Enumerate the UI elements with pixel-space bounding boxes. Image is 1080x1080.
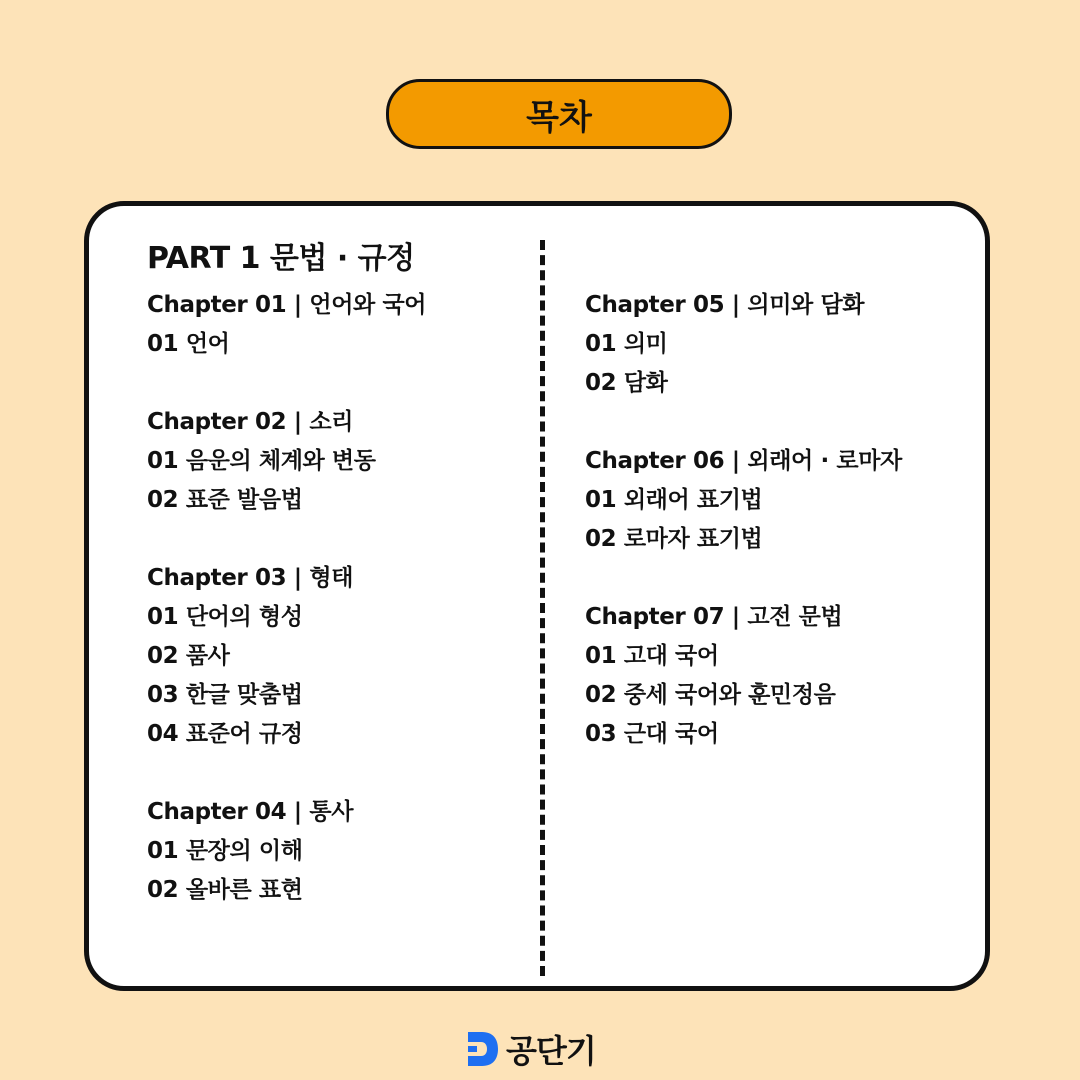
toc-card bbox=[84, 201, 990, 991]
section-item: 03 한글 맞춤법 bbox=[147, 682, 303, 708]
column-divider bbox=[540, 240, 545, 976]
section-item: 01 단어의 형성 bbox=[147, 604, 303, 630]
chapter-01 bbox=[147, 286, 426, 364]
toc-title-badge bbox=[386, 79, 732, 149]
chapter-03 bbox=[147, 559, 426, 754]
section-item: 02 로마자 표기법 bbox=[585, 526, 763, 552]
part-title: PART 1 문법 · 규정 bbox=[147, 241, 415, 276]
section-item: 01 의미 bbox=[585, 331, 668, 357]
section-item: 03 근대 국어 bbox=[585, 721, 719, 747]
section-item: 02 중세 국어와 훈민정음 bbox=[585, 682, 836, 708]
brand-name: 공단기 bbox=[506, 1032, 596, 1070]
chapter-07 bbox=[585, 598, 902, 754]
chapter-06 bbox=[585, 442, 902, 559]
chapter-heading: Chapter 06 | 외래어 · 로마자 bbox=[585, 448, 902, 474]
chapter-02 bbox=[147, 403, 426, 520]
chapter-04 bbox=[147, 793, 426, 910]
section-item: 02 표준 발음법 bbox=[147, 487, 303, 513]
toc-title: 목차 bbox=[526, 97, 592, 138]
section-item: 01 문장의 이해 bbox=[147, 838, 303, 864]
toc-right-column bbox=[585, 286, 902, 793]
section-item: 04 표준어 규정 bbox=[147, 721, 303, 747]
section-item: 01 고대 국어 bbox=[585, 643, 719, 669]
section-item: 01 음운의 체계와 변동 bbox=[147, 448, 376, 474]
chapter-heading: Chapter 02 | 소리 bbox=[147, 409, 354, 435]
toc-left-column bbox=[147, 238, 426, 949]
d-logo-icon bbox=[466, 1030, 500, 1068]
chapter-heading: Chapter 05 | 의미와 담화 bbox=[585, 292, 865, 318]
chapter-heading: Chapter 01 | 언어와 국어 bbox=[147, 292, 427, 318]
chapter-heading: Chapter 03 | 형태 bbox=[147, 565, 354, 591]
section-item: 01 외래어 표기법 bbox=[585, 487, 763, 513]
chapter-heading: Chapter 07 | 고전 문법 bbox=[585, 604, 843, 630]
section-item: 02 품사 bbox=[147, 643, 230, 669]
chapter-heading: Chapter 04 | 통사 bbox=[147, 799, 354, 825]
brand-logo bbox=[466, 1026, 596, 1072]
section-item: 02 올바른 표현 bbox=[147, 877, 303, 903]
section-item: 01 언어 bbox=[147, 331, 230, 357]
section-item: 02 담화 bbox=[585, 370, 668, 396]
chapter-05 bbox=[585, 286, 902, 403]
